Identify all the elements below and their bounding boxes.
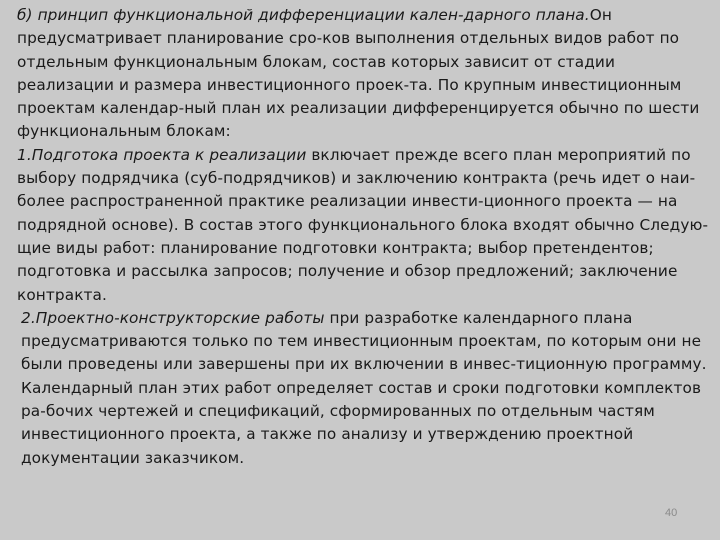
- item-1-paragraph: [17, 144, 713, 307]
- intro-paragraph: [17, 4, 713, 144]
- intro-heading: б) принцип функциональной дифференциации кален-дарного плана.: [17, 6, 590, 24]
- item-1-body: включает прежде всего план мероприятий по выбору подрядчика (суб-подрядчиков) и заключению контракта (речь идет о наи-более распространенной практике реализации инвести-ционного проекта — на подрядной основе). В состав этого функционального блока входят обычно Следую-щие виды работ: планирование подготовки контракта; выбор претендентов; подготовка и рассылка запросов; получение и обзор предложений; заключение контракта.: [17, 145, 709, 304]
- page-number: 40: [665, 507, 678, 519]
- slide-text: [17, 4, 713, 470]
- item-2-heading: 2.Проектно-конструкторские работы: [21, 308, 325, 327]
- intro-body: Он предусматривает планирование сро-ков выполнения отдельных видов работ по отдельным функциональным блокам, состав которых зависит от стадии реализации и размера инвестиционного проек-та. По крупным инвестиционным проектам календар-ный план их реализации дифференцируется обычно по шести функциональным блокам:: [17, 6, 700, 141]
- item-2-body: при разработке календарного плана предусматриваются только по тем инвестиционным проектам, по которым они не были проведены или завершены при их включении в инвес-тиционную программу. Календарный план этих работ определяет состав и сроки подготовки комплектов ра-бочих чертежей и спецификаций, сформированных по отдельным частям инвестиционного проекта, а также по анализу и утверждению проектной документации заказчиком.: [21, 308, 707, 467]
- item-1-heading: 1.Подготока проекта к реализации: [17, 145, 307, 164]
- item-2-paragraph: [17, 307, 713, 470]
